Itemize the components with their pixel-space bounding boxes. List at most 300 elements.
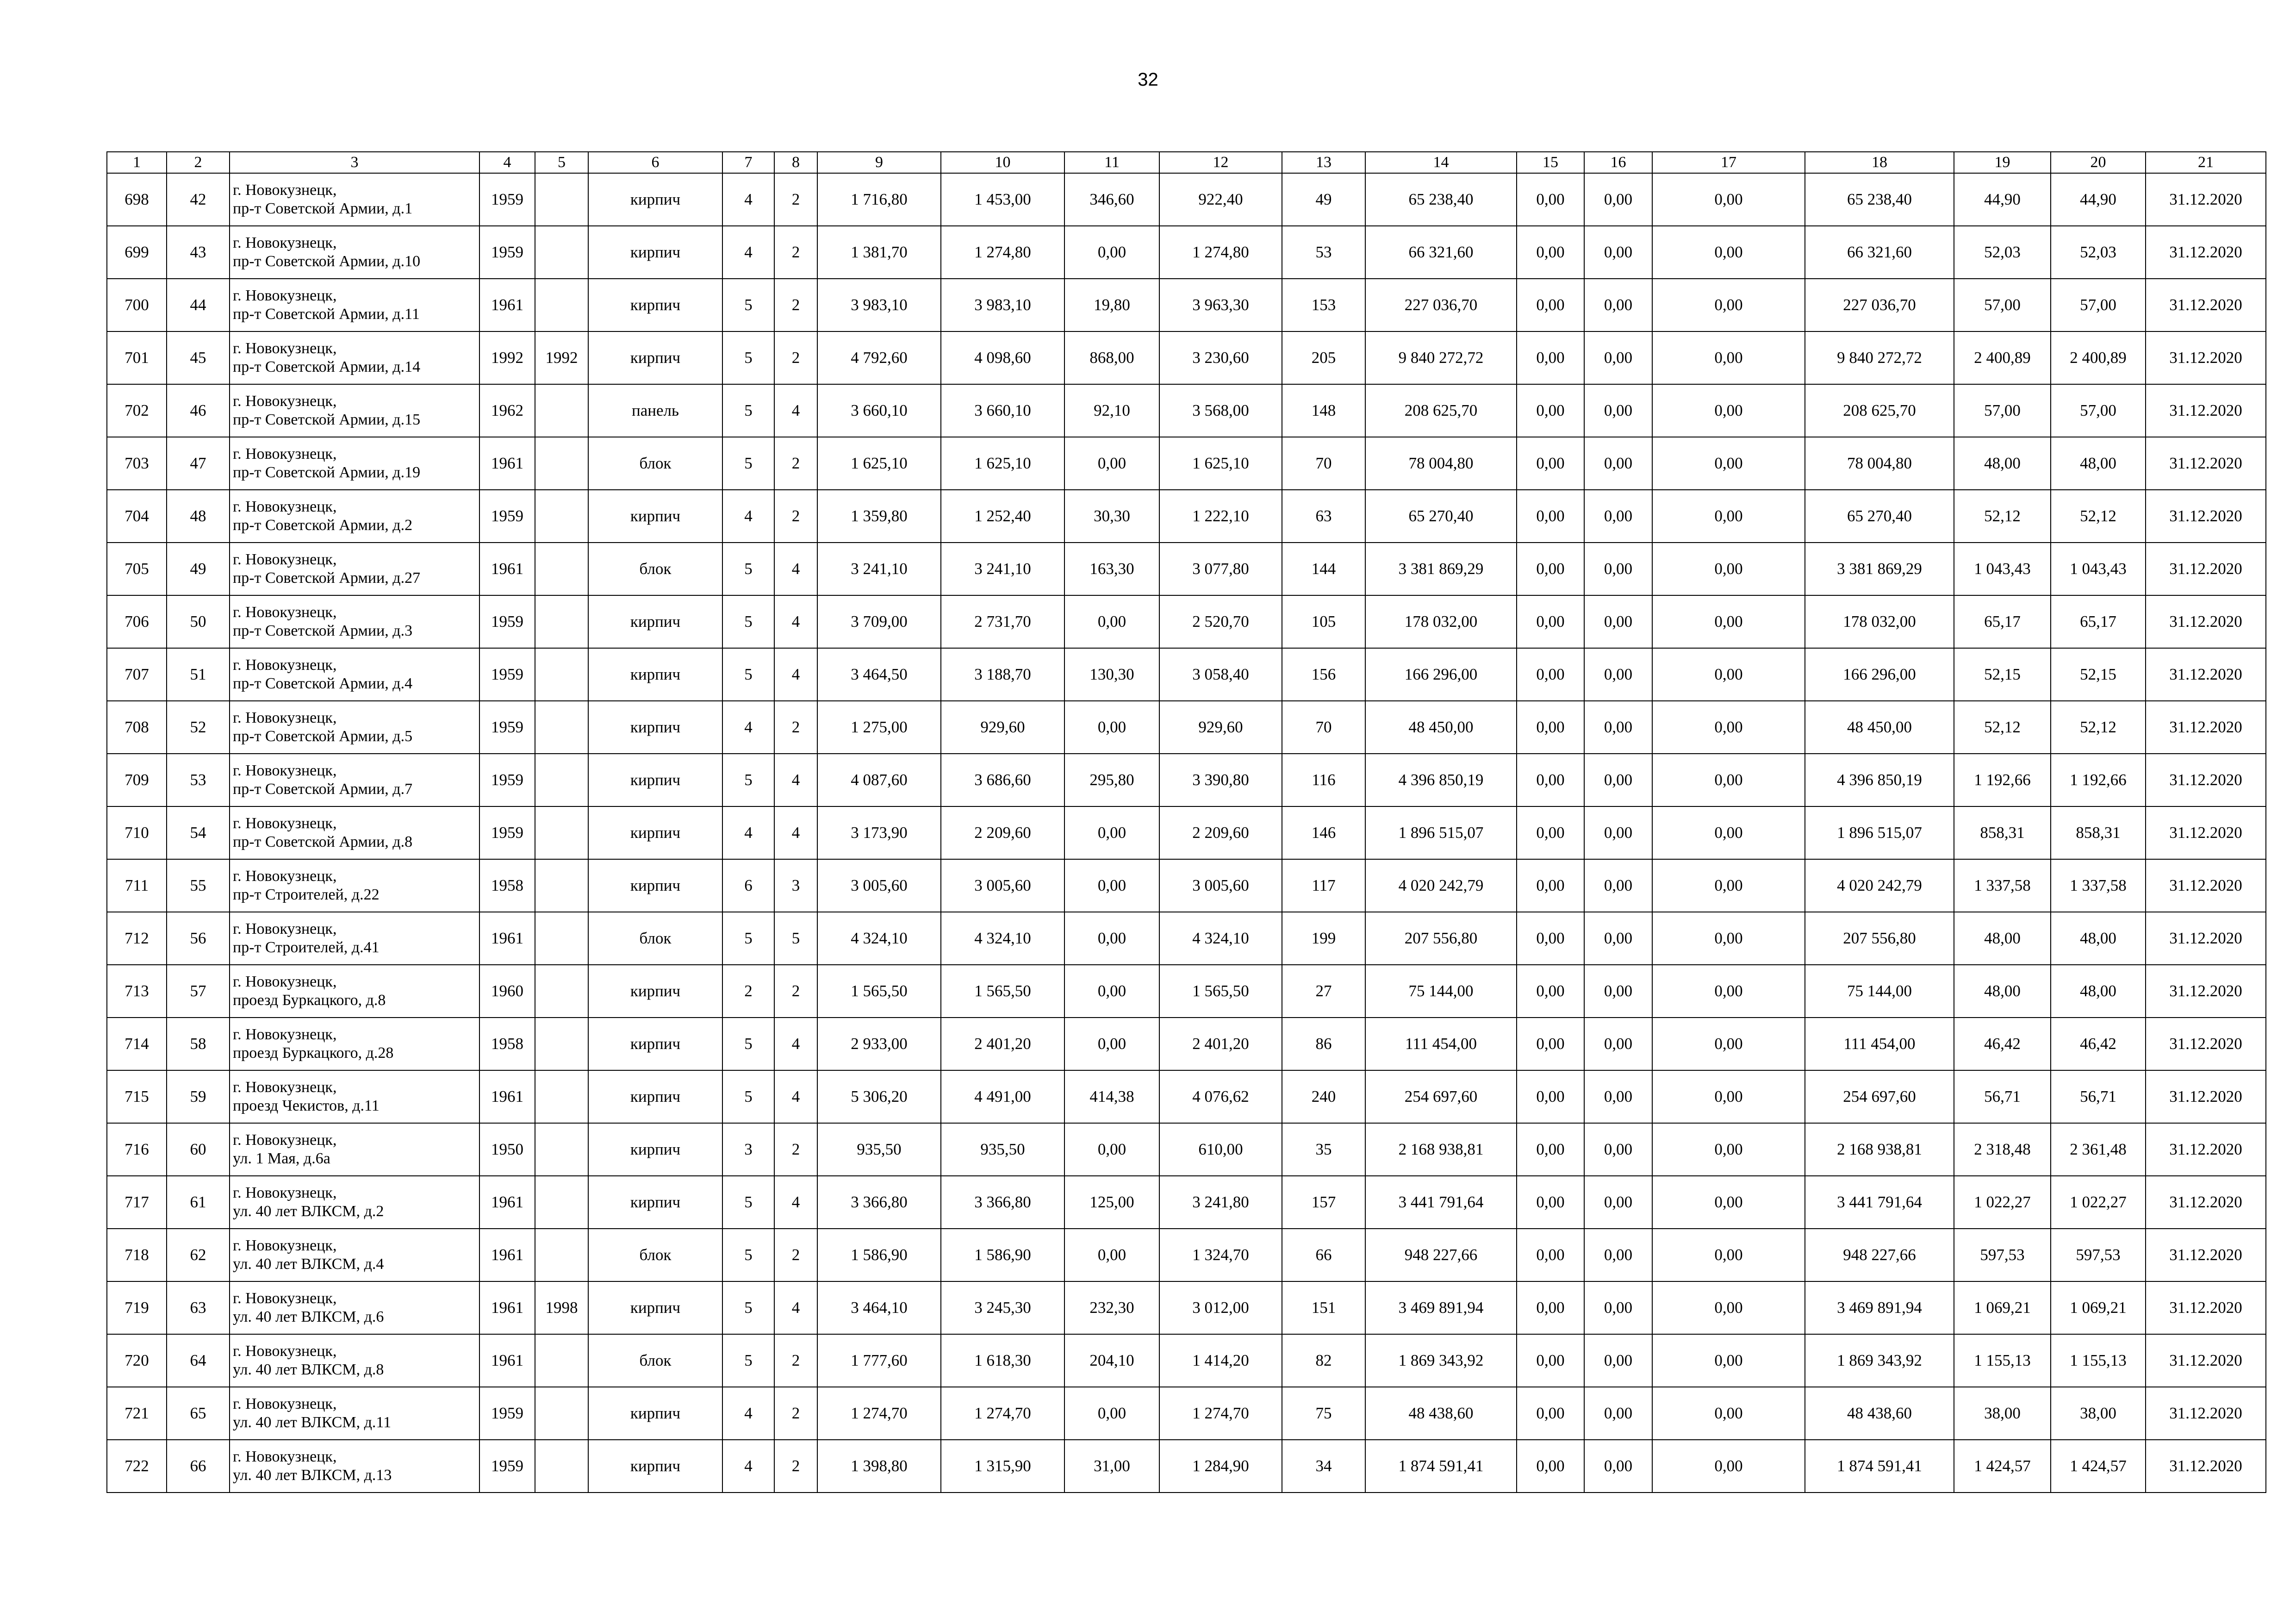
table-cell: 4 xyxy=(774,806,817,859)
column-header: 1 xyxy=(107,152,167,173)
table-cell: 3 241,10 xyxy=(941,543,1064,595)
table-cell: 31.12.2020 xyxy=(2146,595,2266,648)
table-cell: 4 xyxy=(774,648,817,701)
table-cell: 2 xyxy=(774,490,817,543)
column-header: 14 xyxy=(1365,152,1517,173)
table-cell: 48,00 xyxy=(1954,437,2051,490)
address-line: пр-т Советской Армии, д.4 xyxy=(233,675,413,692)
address-line: ул. 40 лет ВЛКСМ, д.2 xyxy=(233,1203,384,1220)
table-cell: 45 xyxy=(167,331,230,384)
table-cell: 3 012,00 xyxy=(1159,1281,1282,1334)
table-cell: 2 xyxy=(774,279,817,331)
table-cell: 1 043,43 xyxy=(1954,543,2051,595)
address-line: пр-т Строителей, д.22 xyxy=(233,886,380,903)
table-cell: 31.12.2020 xyxy=(2146,384,2266,437)
table-cell: 1 586,90 xyxy=(941,1229,1064,1281)
table-cell xyxy=(535,1334,588,1387)
table-cell: 3 568,00 xyxy=(1159,384,1282,437)
table-cell xyxy=(535,648,588,701)
table-row xyxy=(107,226,2266,279)
table-cell: 0,00 xyxy=(1584,384,1652,437)
table-cell: 51 xyxy=(167,648,230,701)
table-cell: 0,00 xyxy=(1517,648,1584,701)
table-cell: 4 xyxy=(774,1070,817,1123)
table-cell: 0,00 xyxy=(1064,437,1159,490)
table-cell: 3 173,90 xyxy=(817,806,941,859)
table-cell: 31.12.2020 xyxy=(2146,1176,2266,1229)
table-cell: 125,00 xyxy=(1064,1176,1159,1229)
table-cell: 4 xyxy=(774,1018,817,1070)
table-cell: 0,00 xyxy=(1517,701,1584,754)
table-cell: 204,10 xyxy=(1064,1334,1159,1387)
table-cell: 2 168 938,81 xyxy=(1805,1123,1954,1176)
table-cell: 52,03 xyxy=(1954,226,2051,279)
table-cell xyxy=(535,965,588,1018)
table-cell: 1 565,50 xyxy=(817,965,941,1018)
table-cell: 5 306,20 xyxy=(817,1070,941,1123)
table-cell: 157 xyxy=(1282,1176,1365,1229)
table-cell: 868,00 xyxy=(1064,331,1159,384)
table-cell: 5 xyxy=(722,1229,774,1281)
column-header: 20 xyxy=(2051,152,2146,173)
table-cell: 31.12.2020 xyxy=(2146,173,2266,226)
table-row xyxy=(107,1387,2266,1440)
table-cell: 1 869 343,92 xyxy=(1365,1334,1517,1387)
table-cell: 2 318,48 xyxy=(1954,1123,2051,1176)
table-cell xyxy=(535,226,588,279)
table-cell: 0,00 xyxy=(1584,912,1652,965)
table-cell: 2 520,70 xyxy=(1159,595,1282,648)
table-cell: 1 069,21 xyxy=(1954,1281,2051,1334)
table-cell: 0,00 xyxy=(1584,1334,1652,1387)
table-cell: 0,00 xyxy=(1517,912,1584,965)
table-cell: 0,00 xyxy=(1652,965,1805,1018)
table-cell: 151 xyxy=(1282,1281,1365,1334)
address-line: проезд Буркацкого, д.8 xyxy=(233,992,386,1009)
table-cell: 0,00 xyxy=(1652,490,1805,543)
table-cell: 3 241,10 xyxy=(817,543,941,595)
table-cell: 117 xyxy=(1282,859,1365,912)
address-cell xyxy=(230,1440,479,1493)
address-line: г. Новокузнецк, xyxy=(233,393,337,410)
address-cell xyxy=(230,437,479,490)
table-cell: 52,03 xyxy=(2051,226,2146,279)
table-cell: 1959 xyxy=(479,806,535,859)
table-cell: 0,00 xyxy=(1517,1281,1584,1334)
table-cell: кирпич xyxy=(588,1176,722,1229)
table-row xyxy=(107,384,2266,437)
table-cell: 111 454,00 xyxy=(1805,1018,1954,1070)
table-cell: 858,31 xyxy=(1954,806,2051,859)
table-cell xyxy=(535,1070,588,1123)
table-row xyxy=(107,543,2266,595)
table-cell: 31.12.2020 xyxy=(2146,331,2266,384)
table-cell: кирпич xyxy=(588,754,722,806)
table-cell: 0,00 xyxy=(1517,859,1584,912)
table-cell: 0,00 xyxy=(1064,806,1159,859)
address-line: пр-т Советской Армии, д.2 xyxy=(233,517,413,534)
table-cell: 1 274,80 xyxy=(1159,226,1282,279)
address-line: пр-т Советской Армии, д.5 xyxy=(233,728,413,745)
table-cell: 3 381 869,29 xyxy=(1365,543,1517,595)
address-cell xyxy=(230,912,479,965)
column-header: 18 xyxy=(1805,152,1954,173)
address-line: г. Новокузнецк, xyxy=(233,1395,337,1412)
table-cell: 146 xyxy=(1282,806,1365,859)
address-line: г. Новокузнецк, xyxy=(233,551,337,568)
table-cell: 0,00 xyxy=(1652,1334,1805,1387)
address-line: пр-т Советской Армии, д.8 xyxy=(233,833,413,850)
table-cell: 0,00 xyxy=(1517,1123,1584,1176)
table-cell: 3 241,80 xyxy=(1159,1176,1282,1229)
table-cell: 2 361,48 xyxy=(2051,1123,2146,1176)
address-cell xyxy=(230,1229,479,1281)
table-cell: 718 xyxy=(107,1229,167,1281)
table-cell: 0,00 xyxy=(1064,912,1159,965)
table-cell: 56,71 xyxy=(2051,1070,2146,1123)
table-cell: 35 xyxy=(1282,1123,1365,1176)
table-cell xyxy=(535,1229,588,1281)
table-cell: кирпич xyxy=(588,331,722,384)
table-cell: 199 xyxy=(1282,912,1365,965)
table-cell: 1 192,66 xyxy=(1954,754,2051,806)
address-line: г. Новокузнецк, xyxy=(233,973,337,990)
table-cell: 53 xyxy=(167,754,230,806)
table-cell: 0,00 xyxy=(1652,754,1805,806)
table-cell: 153 xyxy=(1282,279,1365,331)
table-cell: 52,12 xyxy=(1954,490,2051,543)
table-cell: 3 469 891,94 xyxy=(1805,1281,1954,1334)
table-cell: 52 xyxy=(167,701,230,754)
table-cell: 2 xyxy=(722,965,774,1018)
table-cell: 66 xyxy=(1282,1229,1365,1281)
table-cell: 2 xyxy=(774,1387,817,1440)
table-cell: 0,00 xyxy=(1652,1229,1805,1281)
address-cell xyxy=(230,226,479,279)
table-cell xyxy=(535,1018,588,1070)
table-cell: 3 366,80 xyxy=(941,1176,1064,1229)
table-cell: 0,00 xyxy=(1584,648,1652,701)
table-cell: 49 xyxy=(167,543,230,595)
header-row xyxy=(107,152,2266,173)
table-cell: 3 660,10 xyxy=(817,384,941,437)
table-cell xyxy=(535,1440,588,1493)
table-cell: 9 840 272,72 xyxy=(1365,331,1517,384)
table-cell: 4 xyxy=(722,701,774,754)
address-cell xyxy=(230,1018,479,1070)
table-cell: 64 xyxy=(167,1334,230,1387)
table-cell: 0,00 xyxy=(1652,595,1805,648)
table-cell: 719 xyxy=(107,1281,167,1334)
table-cell: 3 xyxy=(774,859,817,912)
table-cell: 948 227,66 xyxy=(1805,1229,1954,1281)
address-line: ул. 40 лет ВЛКСМ, д.8 xyxy=(233,1361,384,1378)
table-cell: 5 xyxy=(722,754,774,806)
table-cell: 5 xyxy=(722,1176,774,1229)
table-cell: 0,00 xyxy=(1517,1176,1584,1229)
table-cell: 0,00 xyxy=(1584,437,1652,490)
table-cell: 0,00 xyxy=(1517,1334,1584,1387)
table-cell: 66 xyxy=(167,1440,230,1493)
table-cell: 0,00 xyxy=(1652,279,1805,331)
table-cell: 5 xyxy=(722,279,774,331)
table-cell: 82 xyxy=(1282,1334,1365,1387)
table-cell: 1960 xyxy=(479,965,535,1018)
table-cell: 720 xyxy=(107,1334,167,1387)
table-cell: 0,00 xyxy=(1517,1070,1584,1123)
table-cell: 4 xyxy=(774,595,817,648)
table-cell: 922,40 xyxy=(1159,173,1282,226)
address-line: г. Новокузнецк, xyxy=(233,1079,337,1096)
table-row xyxy=(107,1018,2266,1070)
table-cell: 346,60 xyxy=(1064,173,1159,226)
table-cell: 1959 xyxy=(479,226,535,279)
table-cell: 1961 xyxy=(479,437,535,490)
table-cell: 48 450,00 xyxy=(1365,701,1517,754)
table-cell: 31.12.2020 xyxy=(2146,1387,2266,1440)
table-cell: 948 227,66 xyxy=(1365,1229,1517,1281)
table-cell: 47 xyxy=(167,437,230,490)
table-cell xyxy=(535,437,588,490)
table-cell: 57,00 xyxy=(1954,384,2051,437)
table-cell: 711 xyxy=(107,859,167,912)
table-cell: 5 xyxy=(774,912,817,965)
table-cell: 3 441 791,64 xyxy=(1805,1176,1954,1229)
table-cell: 717 xyxy=(107,1176,167,1229)
table-cell: 1 869 343,92 xyxy=(1805,1334,1954,1387)
table-cell: 65 270,40 xyxy=(1365,490,1517,543)
table-cell: 48 438,60 xyxy=(1365,1387,1517,1440)
table-cell: 1 069,21 xyxy=(2051,1281,2146,1334)
page-number: 32 xyxy=(1138,69,1158,90)
table-cell: 19,80 xyxy=(1064,279,1159,331)
address-line: ул. 40 лет ВЛКСМ, д.6 xyxy=(233,1308,384,1325)
table-cell: 5 xyxy=(722,1018,774,1070)
table-cell: 0,00 xyxy=(1652,1176,1805,1229)
table-cell: блок xyxy=(588,912,722,965)
table-cell: 254 697,60 xyxy=(1365,1070,1517,1123)
table-cell: кирпич xyxy=(588,965,722,1018)
table-cell: 721 xyxy=(107,1387,167,1440)
table-cell: 70 xyxy=(1282,701,1365,754)
table-cell: 1998 xyxy=(535,1281,588,1334)
table-cell: 0,00 xyxy=(1064,1387,1159,1440)
table-cell: 0,00 xyxy=(1064,595,1159,648)
table-cell: 715 xyxy=(107,1070,167,1123)
table-cell: 56,71 xyxy=(1954,1070,2051,1123)
table-cell: 2 401,20 xyxy=(941,1018,1064,1070)
address-cell xyxy=(230,595,479,648)
table-cell: 706 xyxy=(107,595,167,648)
table-cell: 0,00 xyxy=(1517,1229,1584,1281)
table-cell: 2 xyxy=(774,1334,817,1387)
table-cell: кирпич xyxy=(588,701,722,754)
table-cell: 4 xyxy=(774,754,817,806)
table-cell: 1959 xyxy=(479,490,535,543)
table-cell: 1 337,58 xyxy=(2051,859,2146,912)
table-cell: 50 xyxy=(167,595,230,648)
table-cell: 0,00 xyxy=(1652,226,1805,279)
table-cell xyxy=(535,1123,588,1176)
table-cell: 5 xyxy=(722,595,774,648)
table-cell: 227 036,70 xyxy=(1365,279,1517,331)
table-cell: 48,00 xyxy=(2051,437,2146,490)
table-cell xyxy=(535,595,588,648)
table-cell: 1961 xyxy=(479,1070,535,1123)
table-cell: 105 xyxy=(1282,595,1365,648)
table-cell: 31.12.2020 xyxy=(2146,279,2266,331)
table-cell: 3 077,80 xyxy=(1159,543,1282,595)
housing-table xyxy=(106,151,2266,1493)
table-cell: кирпич xyxy=(588,595,722,648)
table-cell: 5 xyxy=(722,912,774,965)
table-cell: 0,00 xyxy=(1517,1440,1584,1493)
address-cell xyxy=(230,490,479,543)
table-row xyxy=(107,595,2266,648)
table-cell: 0,00 xyxy=(1064,859,1159,912)
table-cell: 929,60 xyxy=(1159,701,1282,754)
table-cell: 2 xyxy=(774,226,817,279)
table-cell: 3 366,80 xyxy=(817,1176,941,1229)
table-cell: 1 275,00 xyxy=(817,701,941,754)
table-cell: 4 xyxy=(722,226,774,279)
table-cell: 0,00 xyxy=(1652,1440,1805,1493)
table-cell: 52,12 xyxy=(2051,490,2146,543)
table-cell: 708 xyxy=(107,701,167,754)
table-cell: 4 396 850,19 xyxy=(1805,754,1954,806)
table-cell xyxy=(535,543,588,595)
table-cell: 65 238,40 xyxy=(1805,173,1954,226)
table-cell: 1 565,50 xyxy=(1159,965,1282,1018)
table-cell: 0,00 xyxy=(1584,331,1652,384)
table-row xyxy=(107,1334,2266,1387)
table-cell: 31.12.2020 xyxy=(2146,754,2266,806)
table-cell xyxy=(535,701,588,754)
table-cell: 61 xyxy=(167,1176,230,1229)
table-cell: 1959 xyxy=(479,648,535,701)
table-cell: 30,30 xyxy=(1064,490,1159,543)
table-cell: 75 144,00 xyxy=(1805,965,1954,1018)
table-cell: 0,00 xyxy=(1584,1070,1652,1123)
table-cell: 699 xyxy=(107,226,167,279)
table-cell: 31.12.2020 xyxy=(2146,912,2266,965)
column-header: 4 xyxy=(479,152,535,173)
table-cell: 1 284,90 xyxy=(1159,1440,1282,1493)
table-cell: 4 xyxy=(722,806,774,859)
address-line: г. Новокузнецк, xyxy=(233,181,337,199)
table-cell: 254 697,60 xyxy=(1805,1070,1954,1123)
table-cell: 1 424,57 xyxy=(2051,1440,2146,1493)
table-cell: 0,00 xyxy=(1517,331,1584,384)
table-cell: 31.12.2020 xyxy=(2146,1334,2266,1387)
table-cell: 5 xyxy=(722,1281,774,1334)
table-cell: 4 087,60 xyxy=(817,754,941,806)
table-cell: 86 xyxy=(1282,1018,1365,1070)
table-cell: 4 324,10 xyxy=(1159,912,1282,965)
table-cell: 48 xyxy=(167,490,230,543)
table-cell: 166 296,00 xyxy=(1365,648,1517,701)
table-cell: 70 xyxy=(1282,437,1365,490)
table-cell: 43 xyxy=(167,226,230,279)
table-cell xyxy=(535,754,588,806)
table-cell: 702 xyxy=(107,384,167,437)
table-cell: 0,00 xyxy=(1064,965,1159,1018)
column-header: 21 xyxy=(2146,152,2266,173)
table-cell: 0,00 xyxy=(1652,1387,1805,1440)
table-cell: 1 274,70 xyxy=(941,1387,1064,1440)
table-cell: 92,10 xyxy=(1064,384,1159,437)
address-line: проезд Чекистов, д.11 xyxy=(233,1097,380,1114)
table-cell: 1 453,00 xyxy=(941,173,1064,226)
table-cell: 0,00 xyxy=(1652,806,1805,859)
table-cell: 207 556,80 xyxy=(1805,912,1954,965)
table-cell: 1 222,10 xyxy=(1159,490,1282,543)
table-cell: 1 625,10 xyxy=(941,437,1064,490)
table-cell: 4 xyxy=(722,1440,774,1493)
table-cell: 48,00 xyxy=(1954,965,2051,1018)
table-cell: 3 xyxy=(722,1123,774,1176)
table-cell: 0,00 xyxy=(1652,1018,1805,1070)
table-cell: 0,00 xyxy=(1584,754,1652,806)
table-cell: 1959 xyxy=(479,173,535,226)
table-cell: 935,50 xyxy=(817,1123,941,1176)
table-cell: 4 xyxy=(774,384,817,437)
table-cell: 716 xyxy=(107,1123,167,1176)
table-cell: 116 xyxy=(1282,754,1365,806)
table-cell: 0,00 xyxy=(1652,173,1805,226)
table-cell: 3 709,00 xyxy=(817,595,941,648)
address-line: г. Новокузнецк, xyxy=(233,234,337,251)
address-line: г. Новокузнецк, xyxy=(233,1026,337,1043)
table-row xyxy=(107,1440,2266,1493)
address-line: проезд Буркацкого, д.28 xyxy=(233,1044,394,1062)
table-cell: 0,00 xyxy=(1652,384,1805,437)
table-cell: 205 xyxy=(1282,331,1365,384)
table-row xyxy=(107,490,2266,543)
table-cell: 1992 xyxy=(479,331,535,384)
table-cell: 0,00 xyxy=(1584,1229,1652,1281)
table-cell: 66 321,60 xyxy=(1365,226,1517,279)
table-cell: 148 xyxy=(1282,384,1365,437)
address-cell xyxy=(230,384,479,437)
table-cell: 1 022,27 xyxy=(2051,1176,2146,1229)
table-cell: 3 983,10 xyxy=(817,279,941,331)
table-cell: 156 xyxy=(1282,648,1365,701)
table-cell: блок xyxy=(588,1229,722,1281)
table-cell: 178 032,00 xyxy=(1805,595,1954,648)
address-cell xyxy=(230,806,479,859)
table-cell: 0,00 xyxy=(1517,543,1584,595)
table-cell: 31.12.2020 xyxy=(2146,1229,2266,1281)
table-cell: 5 xyxy=(722,384,774,437)
table-cell: 0,00 xyxy=(1517,754,1584,806)
table-cell: кирпич xyxy=(588,1387,722,1440)
table-cell: 2 209,60 xyxy=(1159,806,1282,859)
column-header: 16 xyxy=(1584,152,1652,173)
table-cell: 1 359,80 xyxy=(817,490,941,543)
table-cell: 0,00 xyxy=(1064,1123,1159,1176)
column-header: 9 xyxy=(817,152,941,173)
table-cell: 698 xyxy=(107,173,167,226)
address-line: ул. 1 Мая, д.6а xyxy=(233,1150,330,1167)
table-cell: 1 414,20 xyxy=(1159,1334,1282,1387)
table-cell: 0,00 xyxy=(1584,1440,1652,1493)
table-cell: 597,53 xyxy=(2051,1229,2146,1281)
table-cell: 111 454,00 xyxy=(1365,1018,1517,1070)
table-row xyxy=(107,912,2266,965)
address-line: пр-т Советской Армии, д.7 xyxy=(233,781,413,798)
address-line: г. Новокузнецк, xyxy=(233,762,337,779)
